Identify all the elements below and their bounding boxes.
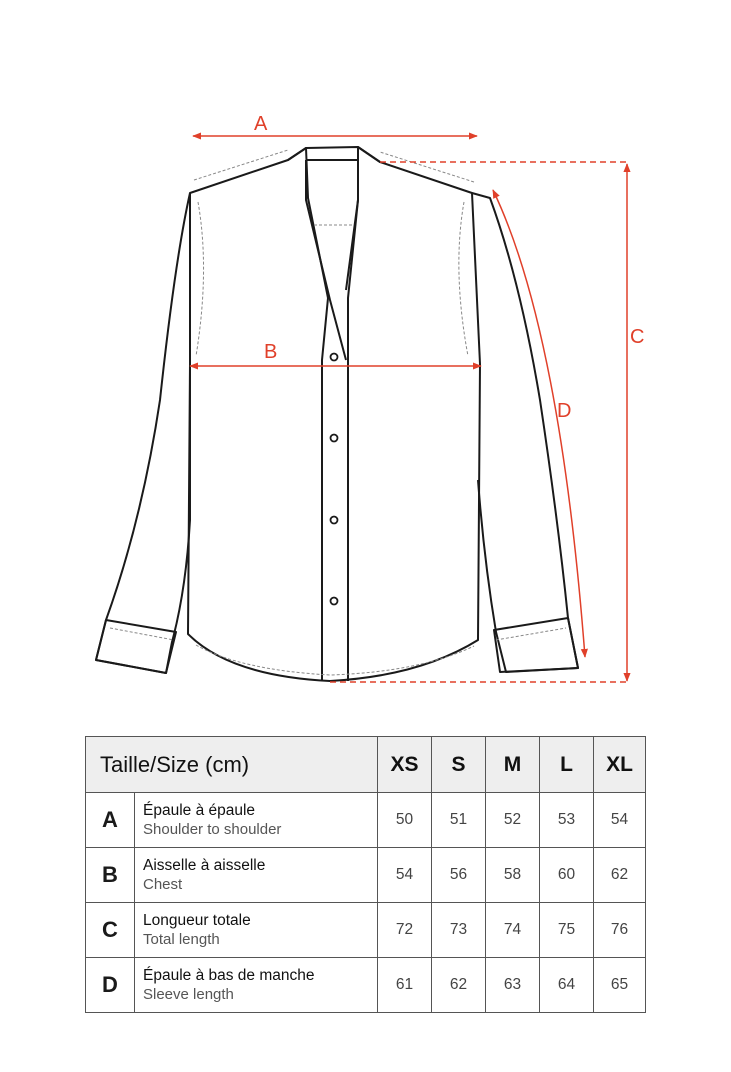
measurement-description [135,793,281,847]
neck-v [306,160,346,360]
measurement-cell [86,903,378,958]
measure-a-label: A [254,113,268,135]
size-value-cell: 58 [486,848,540,903]
measurement-name-fr: Aisselle à aisselle [143,857,266,874]
measurement-name-fr: Épaule à bas de manche [143,967,315,984]
size-value-cell: 64 [540,958,594,1013]
right-sleeve [472,193,578,672]
size-header: L [540,737,594,793]
measurement-name-en: Chest [143,876,183,893]
size-header: XL [594,737,646,793]
measurement-cell-inner [86,903,377,957]
size-value-cell: 65 [594,958,646,1013]
collar-right [348,147,380,681]
size-value-cell: 63 [486,958,540,1013]
measurement-description [135,903,251,957]
measurement-cell [86,793,378,848]
collar-left [288,148,328,681]
size-header: XS [378,737,432,793]
measurement-name-en: Total length [143,931,220,948]
measure-d-line [493,190,585,657]
size-value-cell: 54 [378,848,432,903]
measurement-description [135,958,314,1012]
measurement-letter: D [86,958,135,1012]
right-cuff [494,618,578,672]
size-value-cell: 62 [594,848,646,903]
size-value-cell: 56 [432,848,486,903]
size-value-cell: 53 [540,793,594,848]
measurement-cell-inner [86,793,377,847]
measure-d-label: D [557,400,572,422]
measure-c-label: C [630,326,645,348]
size-value-cell: 75 [540,903,594,958]
left-sleeve [96,193,190,673]
size-value-cell: 74 [486,903,540,958]
measurement-letter: B [86,848,135,902]
size-header: M [486,737,540,793]
measurement-name-fr: Longueur totale [143,912,251,929]
measurement-name-en: Shoulder to shoulder [143,821,282,838]
measurement-letter: A [86,793,135,847]
size-value-cell: 61 [378,958,432,1013]
table-row [86,958,646,1013]
measurement-name-en: Sleeve length [143,986,234,1003]
size-table [85,736,646,1013]
measurement-name-fr: Épaule à épaule [143,802,256,819]
measurement-description [135,848,265,902]
size-value-cell: 52 [486,793,540,848]
buttons [331,354,338,605]
size-value-cell: 54 [594,793,646,848]
measurement-cell [86,848,378,903]
size-value-cell: 72 [378,903,432,958]
table-body [86,793,646,1013]
table-header-row [86,737,646,793]
measure-b-label: B [264,341,278,363]
size-value-cell: 62 [432,958,486,1013]
size-value-cell: 50 [378,793,432,848]
size-value-cell: 76 [594,903,646,958]
button-1 [331,354,338,361]
button-2 [331,435,338,442]
measurement-cell [86,958,378,1013]
table-row [86,903,646,958]
measurement-cell-inner [86,848,377,902]
stitch-lines [110,150,566,675]
table-row [86,848,646,903]
size-header: S [432,737,486,793]
table-title: Taille/Size (cm) [86,737,378,793]
table-row [86,793,646,848]
size-value-cell: 60 [540,848,594,903]
size-value-cell: 73 [432,903,486,958]
button-4 [331,598,338,605]
button-3 [331,517,338,524]
measurement-letter: C [86,903,135,957]
measurement-cell-inner [86,958,377,1012]
left-cuff [96,620,176,673]
size-value-cell: 51 [432,793,486,848]
